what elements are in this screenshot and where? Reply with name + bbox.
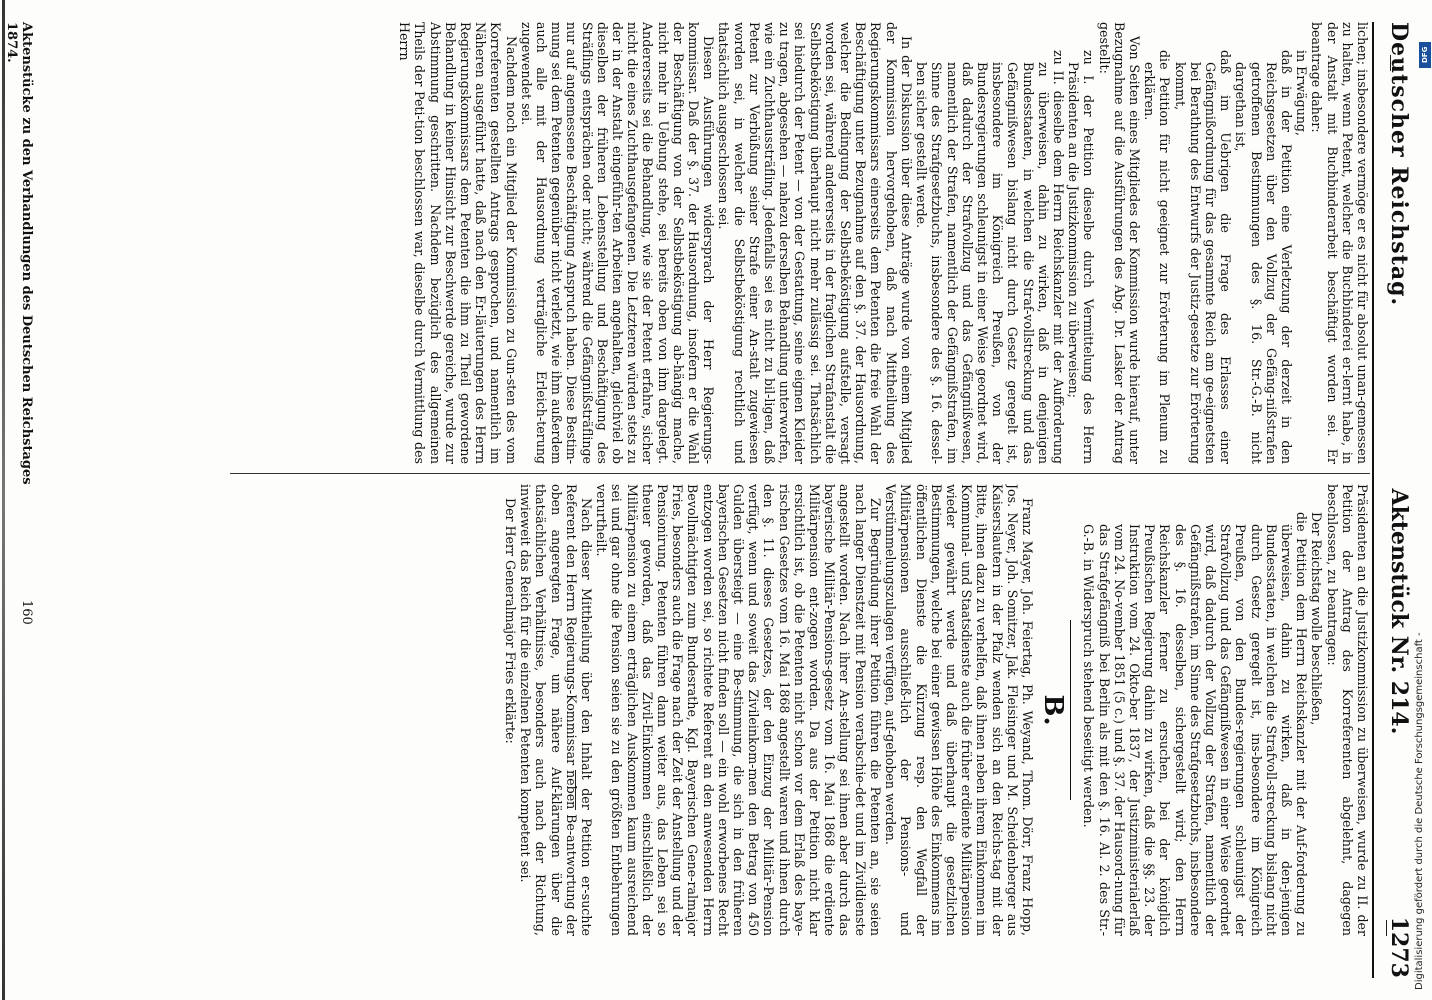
paragraph: die Petition dem Herrn Reichskanzler mit der Auf-forderung zu überweisen, dahin zu wirken, daß in den-jenigen Bundesstaaten, in welchen die Strafvoll-streckung bislang nicht durch Gesetz geregelt ist, ins-besondere im Königreich Preußen, von den Bundes-regierungen schleunigst der Strafvollzug und das Gefängnißwesen in einer Weise geordnet wird, daß dadurch der Vollzug der Strafen, namentlich der Gefängnißstrafen, im Sinne des Strafgesetzbuchs, insbesondere des §. 16. desselben, sichergestellt wird; den Herrn Reichskanzler ferner zu ersuchen, bei der königlich Preußischen Regierung dahin zu wirken, daß die §§. 23. der Instruktion vom 24. Okto-ber 1837, der Justizministerialerlaß vom 24. No-vember 1851 (5 c.) und §. 37. der Hausord-nung für das Strafgefängniß bei Berlin als mit den §. 16. Al. 2. des Str.-G.-B. in Widerspruch stehend beseitigt werden. [1081,512,1310,936]
paragraph: Von Seiten eines Mitgliedes der Kommission wurde hierauf, unter Bezugnahme auf die Ausführungen des Abg. Dr. Lasker der Antrag gestellt: [1096,22,1142,464]
footer-signature-number: 160 [19,600,34,625]
paragraph: In der Diskussion über diese Anträge wurde von einem Mitglied der Kommission hervorgehoben, daß nach Mittheilung des Regierungskommissars einerseits dem Petenten die freie Wahl der Beschäftigung unter Bezugnahme auf den §. 37. der Hausordnung, welcher die Bedingung der Selbstbeköstigung aufstelle, versagt worden sei, während andererseits in der fraglichen Strafanstalt die Selbstbeköstigung überhaupt nicht mehr zulässig sei. Thatsächlich sei hiedurch der Petent — von der Gestattung, seine eignen Kleider zu tragen, abgesehen — nahezu derselben Behandlung unterworfen, wie ein Zuchthaussträfling. Jedenfalls sei es nicht zu bil-ligen, daß Petent zur Verbüßung seiner Strafe einer An-stalt zugewiesen worden sei, in welcher die Selbstbeköstigung rechtlich und thatsächlich ausgeschlossen sei. [716,22,914,464]
header-document-number: Aktenstück Nr. 214. [1386,488,1412,735]
paragraph: Nach dieser Mittheilung über den Inhalt der Petition er-suchte Referent den Herrn Regierungs-Kommissar neben Be-antwortung der oben angeregten Frage, um nähere Auf-klärungen über die thatsächlichen Verhältnisse, besonders auch nach der Richtung, inwieweit das Reich für die einzelnen Petenten kompetent sei. [518,484,595,936]
paragraph: Franz Mayer, Joh. Feiertag, Ph. Weyand, Thom. Dörr, Franz Hopp, Jos. Neyer, Joh. Somitzer, Jak. Fleisinger und M. Scheidenberger aus Kaiserslautern in der Pfalz wenden sich an den Reichs-tag mit der Bitte, ihnen dazu zu verhelfen, daß ihnen neben ihrem Einkommen im Kommunal- und Staatsdienste auch die früher erdiente Militärpension wieder gewährt werde und daß überhaupt die gesetzlichen Bestimmungen, welche bei einer gewissen Höhe des Einkommens im öffentlichen Dienste die Kürzung resp. den Wegfall der Militärpensionen ausschließ-lich der Pensions- und Verstümmelungszulagen verfügen, auf-gehoben werden. [883,484,1035,936]
paragraph: Der Herr Generalmajor Fries erklärte: [503,498,519,744]
digitization-note: Digitalisierung gefördert durch die Deutsche Forschungsgemeinschaft - [1414,632,1425,990]
footer-publication: Aktenstücke zu den Verhandlungen des Deutschen Reichstages 1874. [4,22,34,485]
left-column [40,22,1370,464]
paragraph: daß im Uebrigen die Frage des Erlasses einer Gefängnißordnung für das gesammte Reich am ge-eignetsten bei Berathung des Entwurfs der Justiz-gesetze zur Erörterung kommt, [1172,50,1234,464]
paragraph: zu I. der Petition dieselbe durch Vermittelung des Herrn Präsidenten an die Justizkommission zu überweisen; [1066,50,1097,464]
paragraph: daß in der Petition eine Verletzung der derzeit in den Reichsgesetzen über den Vollzug der Gefäng-nißstrafen getroffenen Bestimmungen des §. 16. Str.-G.-B. nicht dargethan ist, [1233,50,1294,464]
column-divider [230,473,1370,474]
paragraph: die Petition für nicht geeignet zur Erörterung im Plenum zu erklären. [1142,50,1173,464]
paragraph: zu II. dieselbe dem Herrn Reichskanzler mit der Aufforderung zu überweisen, dahin zu wirken, daß in denjenigen Bundesstaaten, in welchen die Straf-vollstreckung und das Gefängnißwesen bislang nicht durch Gesetz geregelt ist, insbesondere im Königreich Preußen, von der Bundesregierungen schleunigst in einer Weise geordnet wird, daß dadurch der Strafvollzug und das Gefängnißwesen, namentlich der Strafen, namentlich der Gefängnißstrafen, im Sinne des Strafgesetzbuchs, insbesondere des §. 16. dessel-ben sicher gestellt werde. [914,50,1066,464]
paragraph: Zur Begründung ihrer Petition führen die Petenten an, sie seien nach langer Dienstzeit mit Pension verabschie-det und im Zivildienste angestellt worden. Nach ihrer An-stellung sei ihnen aber durch das bayerische Militär-Pensions-gesetz vom 16. Mai 1868 die erdiente Militärpension ent-zogen worden. Da aus der Petition nicht klar ersichtlich ist, ob die Petenten nicht schon vor dem Erlaß des baye-rischen Gesetzes vom 16. Mai 1868 angestellt waren und ihnen durch den §. 11. dieses Gesetzes, der den Einzug der Militär-Pension verfügt, wenn und soweit das Zivileinkom-men den Betrag von 450 Gulden übersteigt — eine Be-stimmung, die sich in den früheren bayerischen Gesetzen nicht finden soll — ein wohl erworbenes Recht entzogen worden sei, so richtete Referent an den anwesenden Herrn Bevollmächtigten zum Bundesrathe, Kgl. Bayerischen Gene-ralmajor Fries, besonders auch die Frage nach der Zeit der Anstellung und der Pensionirung. Petenten führen dann weiter aus, das Leben sei so theuer geworden, daß das Zivil-Einkommen einschließlich der Militärpension zu einem erträglichen Auskommen kaum ausreichend sei und gar ohne die Pension seien sie zu den größten Entbehrungen verurtheilt. [594,484,883,936]
section-rule [1070,620,1071,801]
paragraph: in Erwägung, [1294,50,1310,136]
dfg-logo-icon: DFG [1419,42,1431,68]
right-column [40,484,1370,936]
header-page-number: 1273 [1386,916,1412,978]
paragraph: Diesen Ausführungen widersprach der Herr Regierungs-kommissar. Daß der §. 37. der Hausordnung, insofern er die Wahl der Beschäftigung von der Selbstbeköstigung ab-hängig mache, nicht mehr in Uebung stehe, sei bereits oben von ihm dargelegt. Andererseits sei die Behandlung, wie sie der Petent erfahre, sicher nicht die eines Zuchthausgefangenen. Die Letzteren würden stets zu der in der Anstalt eingeführ-ten Arbeiten angehalten, gleichviel ob dieselben der früheren Lebensstellung und Beschäftigung des Sträflings entsprächen oder nicht; während die Gefängnißsträflinge nur auf angemessene Beschäftigung Anspruch haben. Diese Bestim-mung sei dem Petenten gegenüber nicht verletzt, wie ihm außerdem auch alle mit der Hausordnung verträgliche Erleich-terung zugewendet sei. [518,22,717,464]
paragraph: Nachdem noch ein Mitglied der Kommission zu Gun-sten des vom Korreferenten gestellten Antrags gesprochen, und namentlich im Näheren ausgeführt hatte, daß nach den Er-läuterungen des Herrn Regierungskommissars dem Petenten die ihm zu Theil gewordene Behandlung in keiner Hinsicht zur Beschwerde gereiche, wurde zur Abstimmung geschritten. Nachdem bezüglich des allgemeinen Theils der Peti-tion beschlossen war, dieselbe durch Vermittlung des Herrn [397,22,519,464]
paragraph: Der Reichstag wolle beschließen, [1309,512,1325,726]
header-publication: Deutscher Reichstag. [1386,22,1412,307]
paragraph: Präsidenten an die Justizkommission zu überweisen, wurde zu II. der Petition der Antrag des Korreferenten abgelehnt, dagegen beschlossen, zu beantragen: [1324,484,1370,936]
paragraph: lichen; insbesondere vermöge er es nicht für absolut unan-gemessen zu halten, wenn Petent, welcher die Buchbinderei er-lernt habe, in der Anstalt mit Buchbinderarbeit beschäftigt worden sei. Er beantrage daher: [1309,22,1370,464]
section-heading: B. [1038,694,1069,726]
